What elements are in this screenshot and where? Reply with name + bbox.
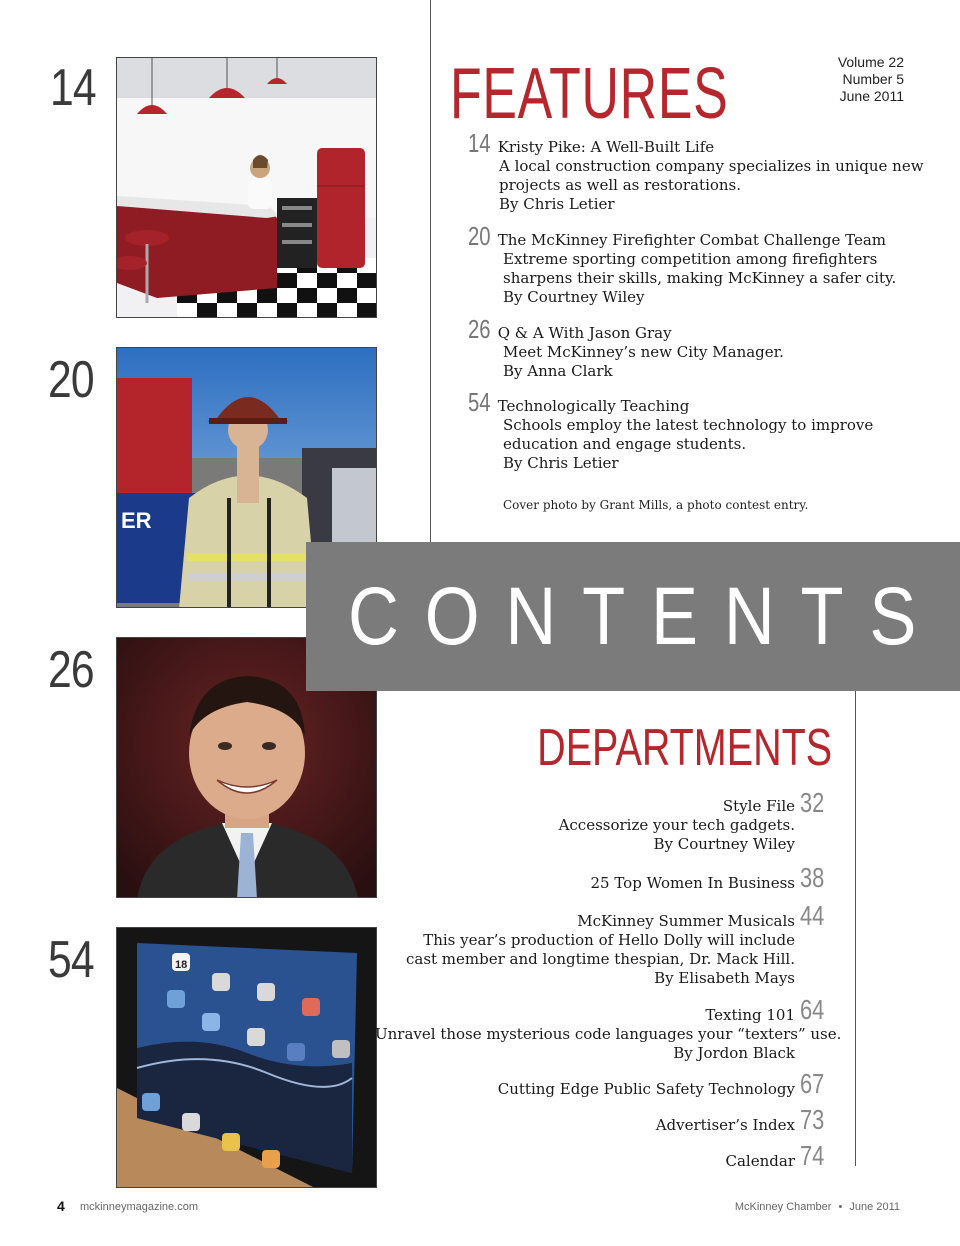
footer-date: June 2011 — [849, 1201, 900, 1213]
feature-page-number: 54 — [468, 387, 491, 417]
feature-title: Kristy Pike: A Well-Built Life — [497, 138, 715, 156]
feature-item[interactable] — [468, 221, 897, 307]
feature-desc-line: A local construction company specializes in unique new — [499, 157, 924, 175]
feature-title: The McKinney Firefighter Combat Challenge Team — [497, 231, 886, 249]
tablet-photo[interactable] — [116, 927, 377, 1188]
department-page-number: 74 — [800, 1140, 825, 1171]
feature-desc-line: education and engage students. — [503, 435, 747, 453]
features-title: FEATURES — [450, 54, 729, 134]
footer-page-number: 4 — [57, 1198, 65, 1214]
feature-byline: By Courtney Wiley — [503, 288, 645, 306]
feature-page-number: 20 — [468, 221, 491, 251]
department-desc-line: Unravel those mysterious code languages your “texters” use. — [375, 1025, 842, 1043]
department-title: Calendar — [725, 1152, 795, 1170]
department-desc-line: cast member and longtime thespian, Dr. Mack Hill. — [405, 950, 795, 968]
department-item[interactable] — [375, 874, 795, 893]
photo-number-54: 54 — [48, 931, 94, 989]
feature-page-number: 14 — [468, 128, 491, 158]
department-page-number: 32 — [800, 787, 825, 818]
department-item[interactable] — [375, 1152, 795, 1171]
department-title: Texting 101 — [705, 1006, 795, 1024]
footer-publisher: McKinney Chamber — [734, 1201, 832, 1213]
feature-byline: By Chris Letier — [503, 454, 619, 472]
feature-item[interactable] — [468, 128, 924, 214]
photo-number-14: 14 — [50, 59, 96, 117]
department-page-number: 73 — [800, 1104, 825, 1135]
department-desc-line: Accessorize your tech gadgets. — [558, 816, 795, 834]
issue-info — [838, 54, 904, 105]
feature-desc-line: projects as well as restorations. — [499, 176, 742, 194]
department-title: Style File — [722, 797, 795, 815]
department-byline: By Courtney Wiley — [653, 835, 795, 853]
department-byline: By Jordon Black — [673, 1044, 795, 1062]
departments-divider-line — [855, 691, 856, 1166]
footer-separator: • — [838, 1201, 843, 1213]
tablet-photo-image — [117, 928, 377, 1188]
feature-item[interactable] — [468, 314, 784, 381]
department-item[interactable] — [375, 912, 795, 988]
banner-text: ER — [121, 508, 152, 533]
feature-title: Technologically Teaching — [497, 397, 690, 415]
departments-title: DEPARTMENTS — [537, 719, 832, 777]
feature-desc-line: sharpens their skills, making McKinney a safer city. — [503, 269, 897, 287]
feature-byline: By Anna Clark — [503, 362, 613, 380]
department-title: Advertiser’s Index — [655, 1116, 795, 1134]
features-divider-line — [430, 0, 431, 542]
photo-number-26: 26 — [48, 641, 94, 699]
department-title: Cutting Edge Public Safety Technology — [497, 1080, 795, 1098]
photo-number-20: 20 — [48, 351, 94, 409]
kitchen-photo[interactable] — [116, 57, 377, 318]
department-byline: By Elisabeth Mays — [654, 969, 795, 987]
cover-credit: Cover photo by Grant Mills, a photo contest entry. — [503, 498, 809, 512]
footer-website[interactable]: mckinneymagazine.com — [80, 1201, 198, 1213]
issue-date: June 2011 — [839, 88, 904, 104]
feature-byline: By Chris Letier — [499, 195, 615, 213]
department-item[interactable] — [375, 797, 795, 854]
volume-label: Volume 22 — [837, 54, 904, 70]
department-desc-line: This year’s production of Hello Dolly will include — [423, 931, 795, 949]
number-label: Number 5 — [842, 71, 904, 87]
feature-title: Q & A With Jason Gray — [497, 324, 672, 342]
feature-desc-line: Extreme sporting competition among firefighters — [503, 250, 878, 268]
feature-desc-line: Meet McKinney’s new City Manager. — [503, 343, 784, 361]
contents-band — [306, 542, 960, 691]
feature-item[interactable] — [468, 387, 874, 473]
feature-page-number: 26 — [468, 314, 491, 344]
contents-heading: CONTENTS — [348, 571, 943, 662]
calendar-icon-text: 18 — [175, 959, 188, 971]
department-page-number: 64 — [800, 994, 825, 1025]
department-page-number: 67 — [800, 1068, 825, 1099]
department-item[interactable] — [375, 1080, 795, 1099]
footer-publication — [735, 1201, 900, 1213]
department-title: McKinney Summer Musicals — [577, 912, 795, 930]
department-page-number: 44 — [800, 900, 825, 931]
feature-desc-line: Schools employ the latest technology to improve — [503, 416, 874, 434]
department-item[interactable] — [375, 1116, 795, 1135]
department-page-number: 38 — [800, 862, 825, 893]
kitchen-photo-image — [117, 58, 377, 318]
department-title: 25 Top Women In Business — [590, 874, 795, 892]
